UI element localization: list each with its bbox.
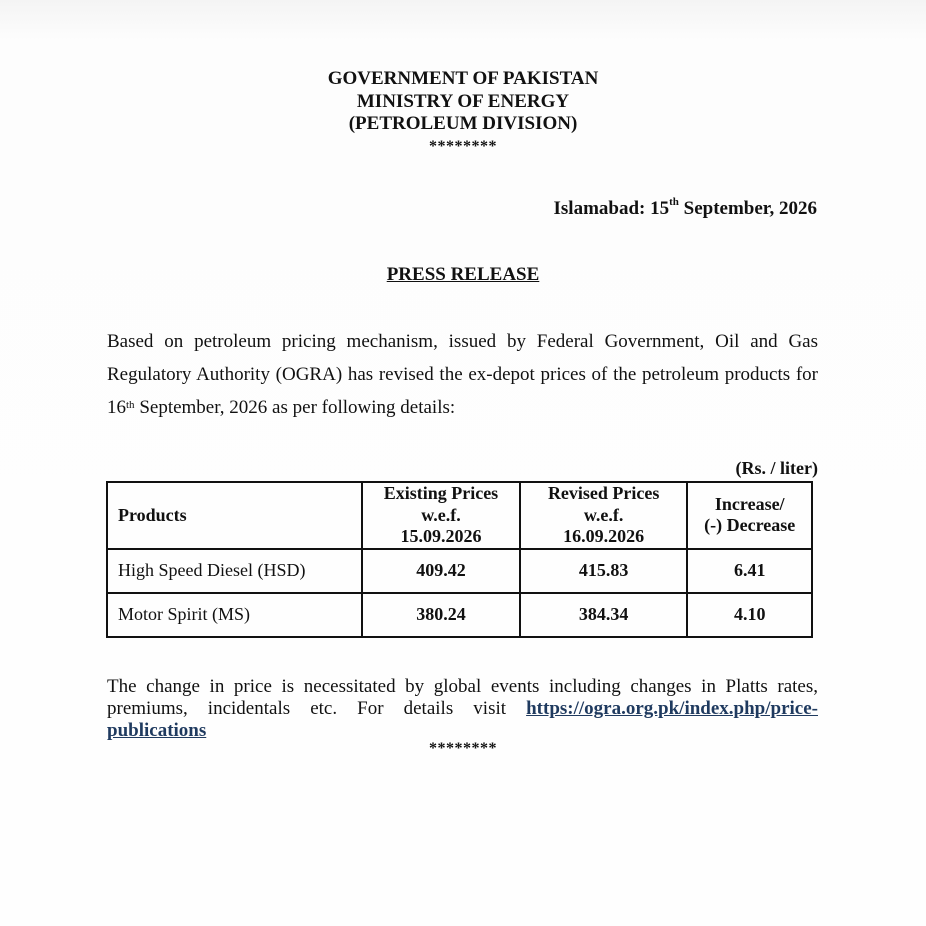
header-revised-line3: 16.09.2026 xyxy=(563,526,645,546)
product-name: Motor Spirit (MS) xyxy=(107,593,362,637)
table-header-row xyxy=(107,482,812,549)
footer-text: The change in price is necessitated by global events including changes in Platts rates, premiums, incidentals etc. For details visit xyxy=(107,676,818,719)
letterhead-government: GOVERNMENT OF PAKISTAN xyxy=(327,68,599,89)
header-revised-prices xyxy=(520,482,688,549)
dateline xyxy=(554,198,817,220)
end-stars: ******** xyxy=(429,740,497,757)
page-title: PRESS RELEASE xyxy=(386,264,540,285)
footer-paragraph xyxy=(107,676,818,741)
intro-paragraph xyxy=(107,325,818,424)
existing-price: 380.24 xyxy=(362,593,520,637)
header-revised-line2: w.e.f. xyxy=(583,504,624,525)
price-change: 4.10 xyxy=(687,593,812,637)
product-name: High Speed Diesel (HSD) xyxy=(107,549,362,593)
header-products: Products xyxy=(107,482,362,549)
existing-price: 409.42 xyxy=(362,549,520,593)
intro-text-1: Based on petroleum pricing mechanism, issued by Federal Government, Oil and Gas Regulatory Authority (OGRA) has revised the ex-depot prices of the petroleum products for 16 xyxy=(107,331,818,418)
header-existing-line2: w.e.f. xyxy=(421,504,461,525)
header-change-line2: (-) Decrease xyxy=(704,515,796,536)
revised-price: 415.83 xyxy=(520,549,688,593)
dateline-ordinal: th xyxy=(669,196,679,208)
ogra-price-link[interactable]: https://ogra.org.pk/index.php/price-publications xyxy=(107,698,818,741)
intro-ordinal: th xyxy=(126,399,135,411)
header-revised-line1: Revised Prices xyxy=(547,483,660,503)
header-change xyxy=(687,482,812,549)
letterhead-division: (PETROLEUM DIVISION) xyxy=(348,113,578,134)
revised-price: 384.34 xyxy=(520,593,688,637)
table-row xyxy=(107,549,812,593)
price-table xyxy=(106,481,813,638)
header-existing-prices xyxy=(362,482,520,549)
letterhead-stars: ******** xyxy=(429,137,497,155)
table-row xyxy=(107,593,812,637)
header-existing-line1: Existing Prices xyxy=(383,483,499,503)
letterhead xyxy=(0,68,926,158)
price-unit-label: (Rs. / liter) xyxy=(735,458,818,478)
header-existing-line3: 15.09.2026 xyxy=(400,526,482,546)
header-change-line1: Increase/ xyxy=(714,493,785,514)
price-change: 6.41 xyxy=(687,549,812,593)
letterhead-ministry: MINISTRY OF ENERGY xyxy=(356,90,570,112)
intro-text-2: September, 2026 as per following details: xyxy=(134,397,456,418)
dateline-prefix: Islamabad: 15 xyxy=(553,198,670,219)
dateline-suffix: September, 2026 xyxy=(678,198,817,219)
